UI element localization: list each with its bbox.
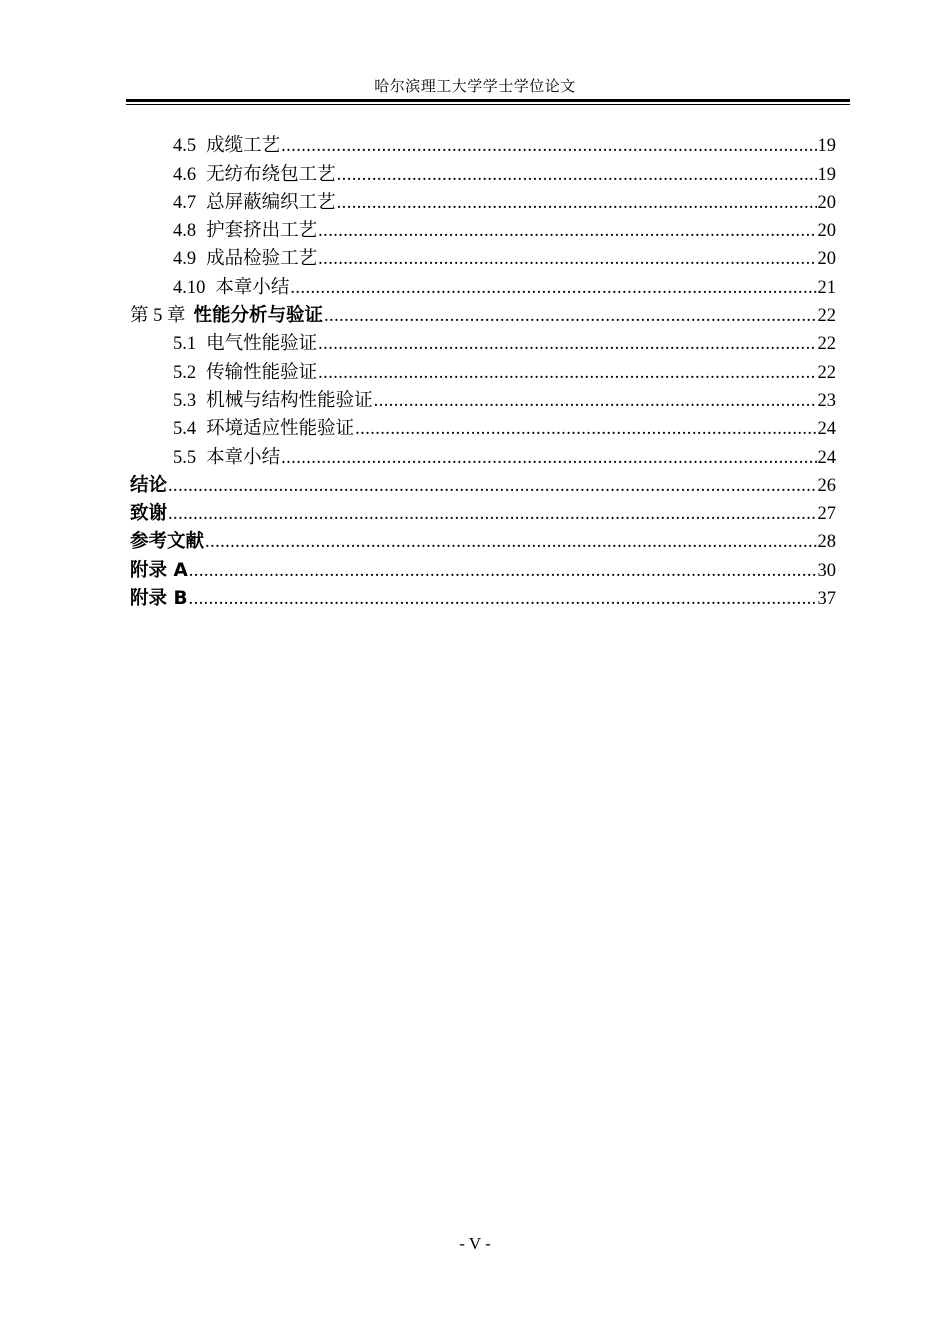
toc-entry-page: 21	[817, 277, 836, 298]
toc-entry-page: 19	[817, 136, 836, 157]
toc-entry-label	[173, 389, 373, 413]
toc-entry-number: 5.4	[173, 419, 197, 440]
toc-entry[interactable]	[130, 158, 836, 186]
toc-entry-label	[173, 332, 317, 356]
toc-entry[interactable]	[130, 385, 836, 413]
toc-dot-leader	[281, 446, 816, 470]
toc-entry-label	[173, 247, 317, 271]
toc-entry-page: 22	[817, 334, 836, 355]
toc-entry-label	[173, 361, 317, 385]
toc-entry-number: 4.10	[173, 277, 206, 298]
toc-dot-leader	[205, 530, 816, 554]
toc-dot-leader	[189, 559, 817, 583]
toc-entry[interactable]	[130, 187, 836, 215]
toc-entry-number: 4.7	[173, 192, 197, 213]
toc-entry-page: 24	[817, 419, 836, 440]
toc-entry-page: 27	[817, 504, 836, 525]
toc-entry-page: 37	[817, 589, 836, 610]
toc-entry-title: 附录 A	[130, 559, 188, 581]
toc-dot-leader	[355, 417, 816, 441]
toc-dot-leader	[337, 191, 817, 215]
toc-entry[interactable]	[130, 498, 836, 526]
toc-entry[interactable]	[130, 271, 836, 299]
toc-entry-label	[130, 587, 188, 611]
toc-entry-page: 30	[817, 560, 836, 581]
toc-entry-title: 性能分析与验证	[193, 305, 324, 327]
toc-entry-title: 传输性能验证	[206, 362, 318, 383]
toc-entry[interactable]	[130, 215, 836, 243]
toc-entry-title: 无纺布绕包工艺	[206, 164, 336, 185]
toc-dot-leader	[281, 134, 816, 158]
toc-entry-page: 26	[817, 475, 836, 496]
toc-dot-leader	[290, 276, 816, 300]
toc-entry-title: 参考文献	[130, 531, 205, 553]
toc-entry[interactable]	[130, 554, 836, 582]
toc-dot-leader	[168, 502, 816, 526]
toc-entry[interactable]	[130, 356, 836, 384]
toc-entry-page: 20	[817, 249, 836, 270]
toc-entry-title: 本章小结	[215, 277, 290, 298]
toc-dot-leader	[374, 389, 817, 413]
toc-entry-title: 总屏蔽编织工艺	[206, 192, 336, 213]
toc-entry[interactable]	[130, 413, 836, 441]
toc-entry-title: 成品检验工艺	[206, 249, 318, 270]
toc-entry-number: 4.8	[173, 221, 197, 242]
toc-entry-label	[173, 417, 354, 441]
toc-entry-label	[130, 474, 167, 498]
toc-dot-leader	[337, 163, 817, 187]
toc-entry-label	[130, 304, 323, 328]
toc-entry-title: 结论	[130, 474, 168, 496]
toc-entry-page: 20	[817, 192, 836, 213]
table-of-contents	[130, 130, 836, 611]
toc-entry-label	[173, 219, 317, 243]
toc-entry-number: 5.2	[173, 362, 197, 383]
toc-dot-leader	[318, 332, 816, 356]
toc-entry-label	[130, 530, 204, 554]
toc-entry[interactable]	[130, 130, 836, 158]
toc-entry-number: 5.3	[173, 390, 197, 411]
toc-dot-leader	[318, 361, 816, 385]
toc-entry-number: 4.6	[173, 164, 197, 185]
toc-entry-title: 致谢	[130, 503, 168, 525]
toc-entry-page: 23	[817, 390, 836, 411]
toc-entry-title: 附录 B	[130, 588, 188, 610]
toc-dot-leader	[324, 304, 816, 328]
toc-entry-page: 24	[817, 447, 836, 468]
toc-dot-leader	[168, 474, 816, 498]
toc-dot-leader	[189, 587, 817, 611]
toc-entry-title: 电气性能验证	[206, 334, 318, 355]
header-title: 哈尔滨理工大学学士学位论文	[374, 79, 576, 95]
toc-entry-label	[173, 446, 280, 470]
toc-entry-number: 5.5	[173, 447, 197, 468]
toc-entry-label	[173, 163, 336, 187]
toc-entry-page: 20	[817, 221, 836, 242]
toc-entry-title: 本章小结	[206, 447, 281, 468]
toc-dot-leader	[318, 247, 816, 271]
toc-entry-title: 护套挤出工艺	[206, 221, 318, 242]
toc-entry-page: 28	[817, 532, 836, 553]
toc-entry-title: 机械与结构性能验证	[206, 390, 373, 411]
toc-entry[interactable]	[130, 328, 836, 356]
toc-entry-page: 22	[817, 306, 836, 327]
toc-entry-label	[130, 502, 167, 526]
toc-entry-label	[130, 559, 188, 583]
footer-page-number: - V -	[459, 1234, 491, 1253]
toc-entry-label	[173, 276, 289, 300]
toc-entry[interactable]	[130, 441, 836, 469]
toc-entry-number: 第 5 章	[130, 306, 186, 327]
toc-entry-label	[173, 191, 336, 215]
toc-dot-leader	[318, 219, 816, 243]
toc-entry-page: 19	[817, 164, 836, 185]
toc-entry[interactable]	[130, 300, 836, 328]
toc-entry[interactable]	[130, 583, 836, 611]
toc-entry-title: 成缆工艺	[206, 136, 281, 157]
toc-entry-number: 5.1	[173, 334, 197, 355]
toc-entry[interactable]	[130, 470, 836, 498]
toc-entry-number: 4.9	[173, 249, 197, 270]
header-rule-thick	[126, 99, 850, 102]
toc-entry-number: 4.5	[173, 136, 197, 157]
toc-entry[interactable]	[130, 526, 836, 554]
toc-entry[interactable]	[130, 243, 836, 271]
toc-entry-label	[173, 134, 280, 158]
toc-entry-page: 22	[817, 362, 836, 383]
toc-entry-title: 环境适应性能验证	[206, 419, 355, 440]
header-rule-thin	[126, 104, 850, 105]
